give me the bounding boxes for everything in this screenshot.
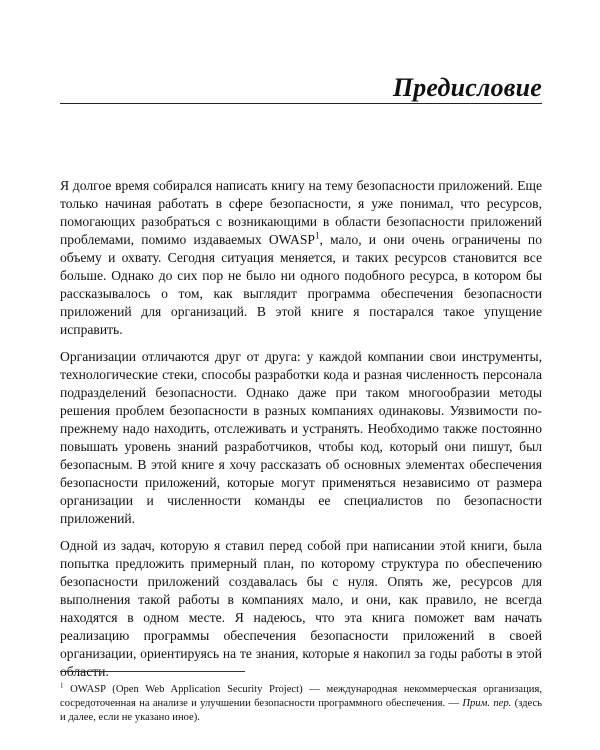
title-underline-rule [60,103,542,104]
footnote-marker: 1 [60,681,64,690]
footnote-reference: 1 [314,230,320,241]
footnote-translator-note: Прим. пер. [462,698,512,710]
paragraph-2: Организации отличаются друг от друга: у каждой компании свои инструменты, технологические стеки, способы разработки кода и разная численность персонала подразделений безопасности. Однако даже при таком многообразии методы решения проблем безопасности в разных компаниях одинаковы. Уязвимости по-прежнему надо находить, отслеживать и устранять. Необходимо также постоянно повышать уровень знаний разработчиков, чтобы код, который они пишут, был безопасным. В этой книге я хочу рассказать об основных элементах обеспечения безопасности приложений, которые могут применяться независимо от размера организации и численности команды ее специалистов по безопасности приложений. [60,349,542,526]
body-text [60,177,542,690]
paragraph-1 [60,177,542,339]
chapter-title: Предисловие [392,73,542,102]
paragraph-3: Одной из задач, которую я ставил перед собой при написании этой книги, была попытка предложить примерный план, по которому структура по обеспечению безопасности приложений создавалась бы с нуля. Опять же, ресурсов для выполнения такой работы в компаниях мало, и они, как правило, не всегда находятся в одном месте. Я надеюсь, что эта книга поможет вам начать реализацию программы обеспечения безопасности приложений в своей организации, ориентируясь на те знания, которые я накопил за годы работы в этой области. [60,538,542,679]
footnote-text: OWASP (Open Web Application Security Project) — международная некоммерческая организация, сосредоточенная на анализе и улучшении безопасности программного обеспечения. — [60,684,542,710]
footnote-separator [60,671,245,672]
footnote [60,683,542,726]
paragraph-1-text-after: , мало, и они очень ограничены по объему и охвату. Сегодня ситуация меняется, и таких ресурсов становится все больше. Однако до сих пор не было ни одного подобного ресурса, в котором бы рассказывалось о том, как выглядит программа обеспечения безопасности приложений для организаций. В этой книге я постарался такое упущение исправить. [60,232,542,337]
footnote-tail: (здесь и далее, если не указано иное). [60,698,542,724]
paragraph-1-text-before: Я долгое время собирался написать книгу на тему безопасности приложений. Еще только начиная работать в сфере безопасности, я уже понимал, что ресурсов, помогающих разобраться с возникающими в области безопасности приложений проблемами, помимо издаваемых OWASP [60,178,542,247]
